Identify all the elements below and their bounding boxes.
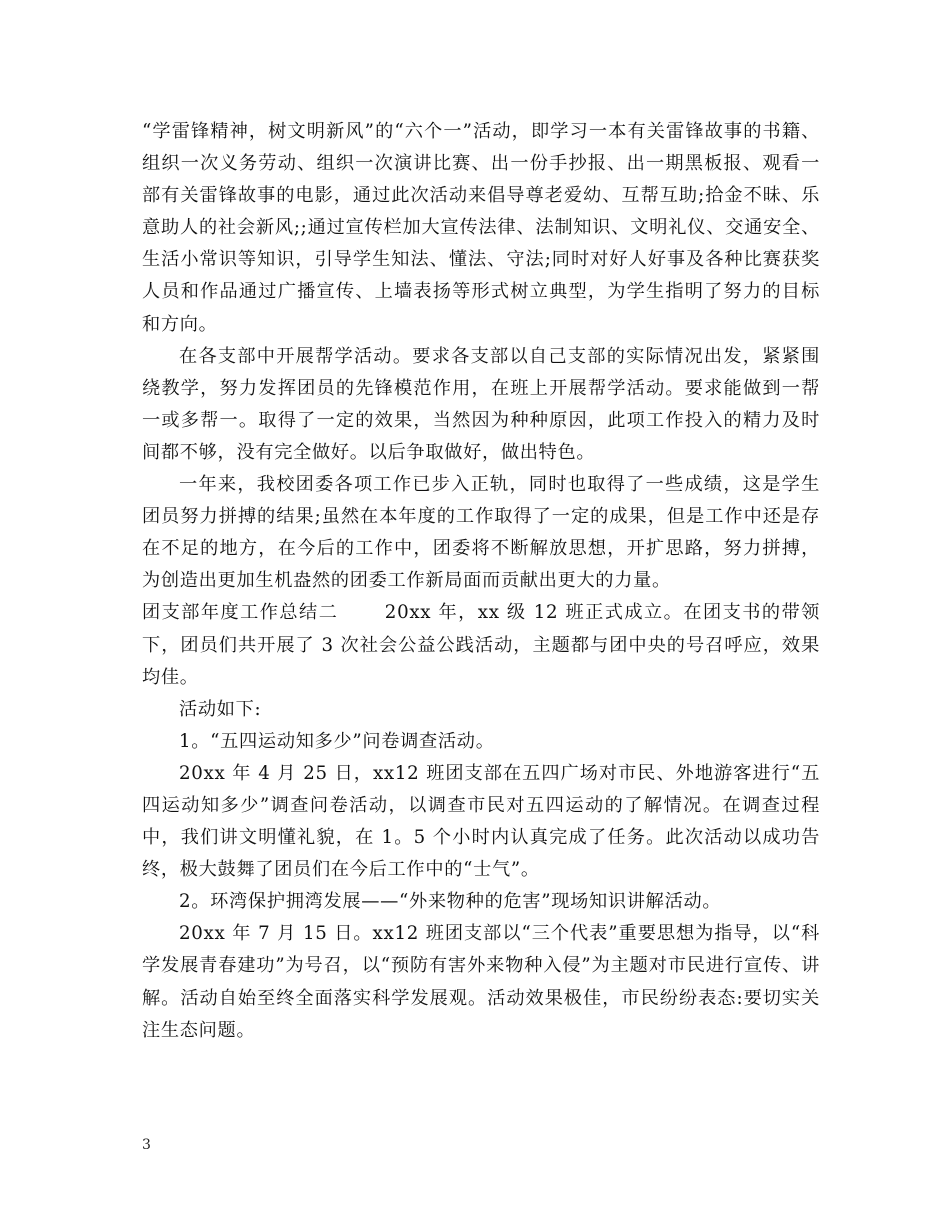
paragraph-9: 20xx 年 7 月 15 日。xx12 班团支部以“三个代表”重要思想为指导，以“科学发展青春建功”为号召，以“预防有害外来物种入侵”为主题对市民进行宣传、讲解。活动自始至终全面落实科学发展观。活动效果极佳，市民纷纷表态:要切实关注生态问题。 <box>142 923 820 1041</box>
paragraph-6-item-title: 1。“五四运动知多少”问卷调查活动。 <box>179 730 495 752</box>
paragraph-7: 20xx 年 4 月 25 日，xx12 班团支部在五四广场对市民、外地游客进行“五四运动知多少”调查问卷活动，以调查市民对五四运动的了解情况。在调查过程中，我们讲文明懂礼貌，在 1。5 个小时内认真完成了任务。此次活动以成功告终，极大鼓舞了团员们在今后工作中的“士气”。 <box>142 762 820 881</box>
paragraph-3: 一年来，我校团委各项工作已步入正轨，同时也取得了一些成绩，这是学生团员努力拼搏的结果;虽然在本年度的工作取得了一定的成果，但是工作中还是存在不足的地方，在今后的工作中，团委将不断解放思想，开扩思路，努力拼搏，为创造出更加生机盎然的团委工作新局面而贡献出更大的力量。 <box>142 474 820 592</box>
paragraph-5: 活动如下: <box>179 698 262 720</box>
paragraph-2: 在各支部中开展帮学活动。要求各支部以自己支部的实际情况出发，紧紧围绕教学，努力发挥团员的先锋模范作用，在班上开展帮学活动。要求能做到一帮一或多帮一。取得了一定的效果，当然因为种种原因，此项工作投入的精力及时间都不够，没有完全做好。以后争取做好，做出特色。 <box>142 345 820 463</box>
paragraph-8-item-title: 2。环湾保护拥湾发展——“外来物种的危害”现场知识讲解活动。 <box>179 891 722 913</box>
document-body <box>142 116 820 1047</box>
paragraph-1: “学雷锋精神，树文明新风”的“六个一”活动，即学习一本有关雷锋故事的书籍、组织一次义务劳动、组织一次演讲比赛、出一份手抄报、出一期黑板报、观看一部有关雷锋故事的电影，通过此次活动来倡导尊老爱幼、互帮互助;拾金不昧、乐意助人的社会新风;;通过宣传栏加大宣传法律、法制知识、文明礼仪、交通安全、生活小常识等知识，引导学生知法、懂法、守法;同时对好人好事及各种比赛获奖人员和作品通过广播宣传、上墙表扬等形式树立典型，为学生指明了努力的目标和方向。 <box>142 121 820 335</box>
page-number: 3 <box>142 1137 151 1153</box>
paragraph-4-section-heading: 团支部年度工作总结二 20xx 年，xx 级 12 班正式成立。在团支书的带领下，团员们共开展了 3 次社会公益公践活动，主题都与团中央的号召呼应，效果均佳。 <box>142 602 820 688</box>
